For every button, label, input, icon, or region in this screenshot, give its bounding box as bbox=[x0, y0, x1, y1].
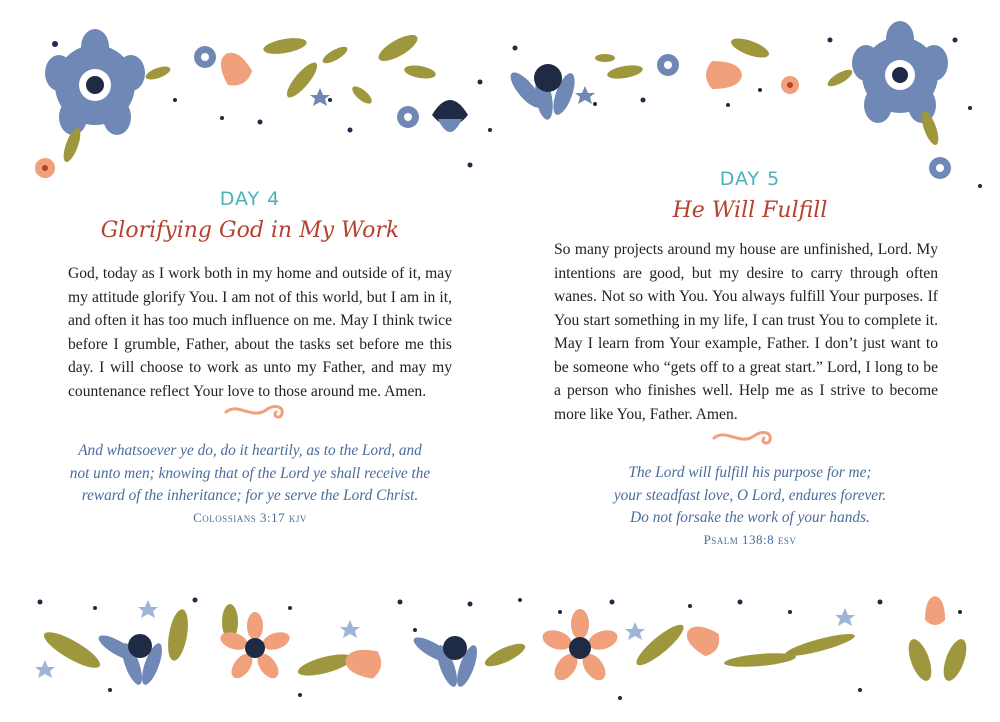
swirl-icon bbox=[222, 400, 288, 424]
day-label: DAY 5 bbox=[719, 168, 781, 190]
prayer-text: So many projects around my house are unfinished, Lord. My intentions are good, but my desire to carry through often wanes. Not so with You. You always fulfill Your purposes. If You start something in my life, I can trust You to complete it. May I learn from Your example, Father. I don’t just want to be someone who “gets off to a great start.” Lord, I long to be a person who finishes well. Help me as I strive to become more like You, Father. Amen. bbox=[554, 241, 938, 423]
scripture-reference: Psalm 138:8 esv bbox=[703, 532, 797, 547]
prayer-text: God, today as I work both in my home and outside of it, may my attitude glorify You. I am not of this world, but I am in it, and often it has too much influence on me. May I think twice before I grumble, Father, about the tasks set before me this day. I will choose to work as unto my Father, and may my countenance reflect Your love to those around me. Amen. bbox=[68, 265, 452, 400]
page-title: He Will Fulfill bbox=[672, 198, 828, 223]
verse-line: Do not forsake the work of your hands. bbox=[630, 509, 870, 526]
scripture-verse bbox=[500, 462, 1000, 530]
verse-line: And whatsoever ye do, do it heartily, as to the Lord, and bbox=[78, 442, 422, 459]
swirl-icon bbox=[710, 426, 776, 450]
verse-line: not unto men; knowing that of the Lord ye shall receive the bbox=[69, 464, 431, 482]
verse-line: The Lord will fulfill his purpose for me; bbox=[628, 464, 872, 481]
scripture-reference: Colossians 3:17 kjv bbox=[193, 510, 307, 525]
floral-border-icon bbox=[0, 590, 1000, 722]
day-label: DAY 4 bbox=[219, 188, 281, 210]
verse-line: reward of the inheritance; for ye serve the Lord Christ. bbox=[81, 487, 419, 504]
page-title: Glorifying God in My Work bbox=[100, 218, 400, 243]
verse-line: your steadfast love, O Lord, endures forever. bbox=[613, 486, 887, 504]
scripture-verse bbox=[0, 440, 500, 508]
floral-corner-left-icon bbox=[0, 0, 500, 200]
